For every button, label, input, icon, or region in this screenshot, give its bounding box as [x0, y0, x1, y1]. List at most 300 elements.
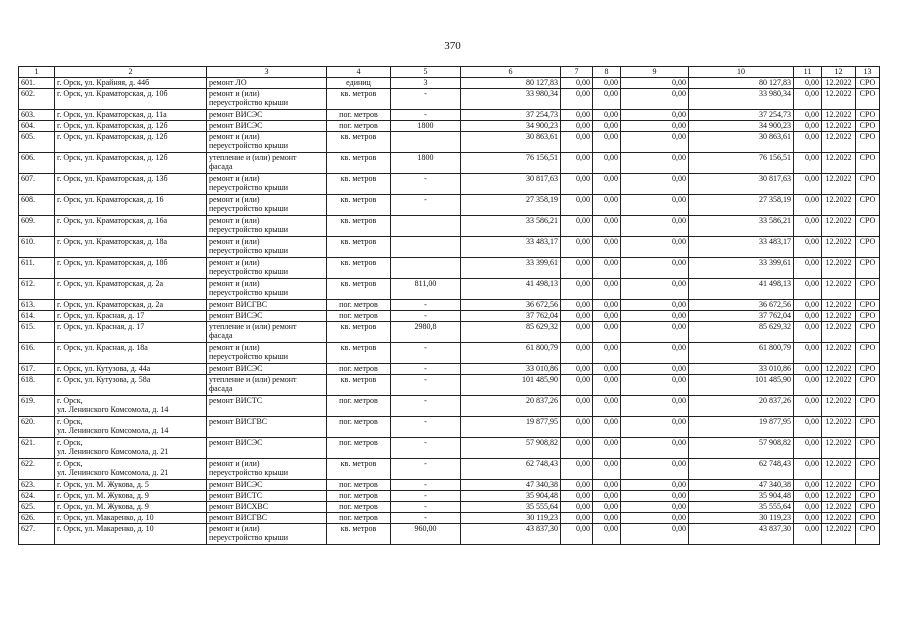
table-row	[19, 237, 880, 258]
zero-cell-11: 0,00	[794, 78, 822, 89]
work-type-cell-line: фасада	[209, 384, 233, 393]
cost-cell: 30 863,61	[461, 132, 561, 153]
address-cell	[55, 438, 207, 459]
zero-cell-9: 0,00	[621, 89, 689, 110]
row-number: 623.	[19, 480, 55, 491]
source-cell: СРО	[856, 438, 880, 459]
deadline-cell: 12.2022	[822, 153, 856, 174]
address-cell-line: ул. Ленинского Комсомола, д. 21	[57, 468, 169, 477]
address-cell-line: г. Орск, ул. Краматорская, д. 2а	[57, 279, 164, 288]
address-cell-line: г. Орск, ул. М. Жукова, д. 9	[57, 491, 149, 500]
zero-cell-9: 0,00	[621, 438, 689, 459]
volume-cell: -	[391, 438, 461, 459]
unit-cell: пог. метров	[327, 513, 391, 524]
unit-cell: пог. метров	[327, 438, 391, 459]
total-cell: 19 877,95	[689, 417, 794, 438]
unit-cell: кв. метров	[327, 195, 391, 216]
source-cell: СРО	[856, 89, 880, 110]
address-cell	[55, 502, 207, 513]
source-cell: СРО	[856, 237, 880, 258]
table-row	[19, 132, 880, 153]
address-cell	[55, 396, 207, 417]
work-type-cell-line: утепление и (или) ремонт	[209, 322, 297, 331]
volume-cell: -	[391, 300, 461, 311]
zero-cell-7: 0,00	[561, 417, 593, 438]
work-type-cell	[207, 174, 327, 195]
table-row	[19, 459, 880, 480]
column-header-1: 1	[19, 67, 55, 78]
zero-cell-8: 0,00	[593, 311, 621, 322]
work-type-cell-line: ремонт ВИСЭС	[209, 438, 263, 447]
address-cell	[55, 459, 207, 480]
zero-cell-9: 0,00	[621, 343, 689, 364]
source-cell: СРО	[856, 110, 880, 121]
work-type-cell	[207, 195, 327, 216]
work-type-cell-line: переустройство крыши	[209, 183, 289, 192]
work-type-cell-line: переустройство крыши	[209, 468, 289, 477]
zero-cell-11: 0,00	[794, 364, 822, 375]
unit-cell: пог. метров	[327, 121, 391, 132]
volume-cell: 1800	[391, 153, 461, 174]
zero-cell-11: 0,00	[794, 300, 822, 311]
zero-cell-11: 0,00	[794, 279, 822, 300]
unit-cell: кв. метров	[327, 279, 391, 300]
address-cell-line: г. Орск, ул. М. Жукова, д. 5	[57, 480, 149, 489]
column-header-8: 8	[593, 67, 621, 78]
row-number: 610.	[19, 237, 55, 258]
zero-cell-9: 0,00	[621, 480, 689, 491]
column-header-13: 13	[856, 67, 880, 78]
unit-cell: кв. метров	[327, 459, 391, 480]
cost-cell: 62 748,43	[461, 459, 561, 480]
zero-cell-9: 0,00	[621, 78, 689, 89]
row-number: 603.	[19, 110, 55, 121]
address-cell	[55, 78, 207, 89]
total-cell: 37 254,73	[689, 110, 794, 121]
zero-cell-7: 0,00	[561, 300, 593, 311]
row-number: 627.	[19, 524, 55, 545]
zero-cell-11: 0,00	[794, 237, 822, 258]
table-row	[19, 110, 880, 121]
source-cell: СРО	[856, 513, 880, 524]
deadline-cell: 12.2022	[822, 459, 856, 480]
row-number: 602.	[19, 89, 55, 110]
zero-cell-7: 0,00	[561, 311, 593, 322]
volume-cell: -	[391, 195, 461, 216]
zero-cell-11: 0,00	[794, 524, 822, 545]
zero-cell-9: 0,00	[621, 195, 689, 216]
address-cell-line: г. Орск,	[57, 396, 83, 405]
zero-cell-8: 0,00	[593, 121, 621, 132]
cost-cell: 35 904,48	[461, 491, 561, 502]
work-type-cell-line: переустройство крыши	[209, 267, 289, 276]
work-type-cell	[207, 78, 327, 89]
cost-cell: 101 485,90	[461, 375, 561, 396]
zero-cell-8: 0,00	[593, 279, 621, 300]
address-cell	[55, 153, 207, 174]
zero-cell-7: 0,00	[561, 459, 593, 480]
zero-cell-9: 0,00	[621, 121, 689, 132]
address-cell-line: г. Орск, ул. Краматорская, д. 18б	[57, 258, 168, 267]
table-row	[19, 89, 880, 110]
address-cell-line: г. Орск,	[57, 417, 83, 426]
cost-cell: 33 586,21	[461, 216, 561, 237]
work-type-cell-line: переустройство крыши	[209, 141, 289, 150]
unit-cell: кв. метров	[327, 216, 391, 237]
cost-cell: 41 498,13	[461, 279, 561, 300]
address-cell-line: г. Орск, ул. Красная, д. 17	[57, 322, 145, 331]
deadline-cell: 12.2022	[822, 195, 856, 216]
zero-cell-9: 0,00	[621, 396, 689, 417]
work-type-cell	[207, 438, 327, 459]
address-cell-line: г. Орск, ул. Макаренко, д. 10	[57, 524, 154, 533]
unit-cell: пог. метров	[327, 396, 391, 417]
unit-cell: кв. метров	[327, 375, 391, 396]
row-number: 616.	[19, 343, 55, 364]
work-type-cell-line: ремонт ВИСГВС	[209, 513, 268, 522]
deadline-cell: 12.2022	[822, 121, 856, 132]
volume-cell: -	[391, 174, 461, 195]
total-cell: 41 498,13	[689, 279, 794, 300]
work-type-cell	[207, 237, 327, 258]
address-cell-line: г. Орск, ул. Красная, д. 17	[57, 311, 145, 320]
deadline-cell: 12.2022	[822, 132, 856, 153]
zero-cell-8: 0,00	[593, 89, 621, 110]
total-cell: 33 399,61	[689, 258, 794, 279]
table-row	[19, 279, 880, 300]
source-cell: СРО	[856, 132, 880, 153]
zero-cell-11: 0,00	[794, 121, 822, 132]
deadline-cell: 12.2022	[822, 322, 856, 343]
zero-cell-11: 0,00	[794, 343, 822, 364]
zero-cell-7: 0,00	[561, 258, 593, 279]
zero-cell-7: 0,00	[561, 322, 593, 343]
deadline-cell: 12.2022	[822, 89, 856, 110]
total-cell: 30 119,23	[689, 513, 794, 524]
work-type-cell-line: ремонт ВИСЭС	[209, 311, 263, 320]
unit-cell: кв. метров	[327, 89, 391, 110]
row-number: 606.	[19, 153, 55, 174]
zero-cell-8: 0,00	[593, 300, 621, 311]
deadline-cell: 12.2022	[822, 375, 856, 396]
address-cell	[55, 311, 207, 322]
work-type-cell	[207, 502, 327, 513]
row-number: 611.	[19, 258, 55, 279]
column-header-12: 12	[822, 67, 856, 78]
address-cell-line: ул. Ленинского Комсомола, д. 14	[57, 426, 169, 435]
total-cell: 35 904,48	[689, 491, 794, 502]
address-cell	[55, 322, 207, 343]
zero-cell-8: 0,00	[593, 524, 621, 545]
zero-cell-7: 0,00	[561, 343, 593, 364]
total-cell: 33 483,17	[689, 237, 794, 258]
cost-cell: 33 399,61	[461, 258, 561, 279]
row-number: 620.	[19, 417, 55, 438]
work-type-cell-line: переустройство крыши	[209, 288, 289, 297]
work-type-cell-line: ремонт ЛО	[209, 78, 247, 87]
deadline-cell: 12.2022	[822, 417, 856, 438]
volume-cell: -	[391, 417, 461, 438]
zero-cell-11: 0,00	[794, 216, 822, 237]
zero-cell-8: 0,00	[593, 438, 621, 459]
total-cell: 85 629,32	[689, 322, 794, 343]
zero-cell-11: 0,00	[794, 459, 822, 480]
address-cell	[55, 258, 207, 279]
table-row	[19, 513, 880, 524]
zero-cell-9: 0,00	[621, 300, 689, 311]
zero-cell-11: 0,00	[794, 322, 822, 343]
column-header-6: 6	[461, 67, 561, 78]
table-row	[19, 491, 880, 502]
source-cell: СРО	[856, 480, 880, 491]
zero-cell-9: 0,00	[621, 258, 689, 279]
cost-cell: 20 837,26	[461, 396, 561, 417]
zero-cell-7: 0,00	[561, 502, 593, 513]
zero-cell-8: 0,00	[593, 491, 621, 502]
source-cell: СРО	[856, 311, 880, 322]
zero-cell-11: 0,00	[794, 396, 822, 417]
cost-cell: 19 877,95	[461, 417, 561, 438]
address-cell	[55, 216, 207, 237]
repair-schedule-table	[18, 66, 880, 545]
column-header-3: 3	[207, 67, 327, 78]
volume-cell: -	[391, 480, 461, 491]
table-row	[19, 480, 880, 491]
zero-cell-9: 0,00	[621, 513, 689, 524]
table-row	[19, 417, 880, 438]
work-type-cell-line: ремонт и (или)	[209, 195, 260, 204]
row-number: 604.	[19, 121, 55, 132]
row-number: 624.	[19, 491, 55, 502]
source-cell: СРО	[856, 343, 880, 364]
work-type-cell-line: ремонт и (или)	[209, 132, 260, 141]
cost-cell: 85 629,32	[461, 322, 561, 343]
source-cell: СРО	[856, 121, 880, 132]
cost-cell: 30 817,63	[461, 174, 561, 195]
work-type-cell	[207, 343, 327, 364]
zero-cell-9: 0,00	[621, 311, 689, 322]
work-type-cell	[207, 491, 327, 502]
total-cell: 57 908,82	[689, 438, 794, 459]
work-type-cell	[207, 153, 327, 174]
source-cell: СРО	[856, 417, 880, 438]
address-cell-line: г. Орск, ул. Краматорская, д. 2а	[57, 300, 164, 309]
work-type-cell-line: ремонт и (или)	[209, 174, 260, 183]
cost-cell: 33 483,17	[461, 237, 561, 258]
zero-cell-7: 0,00	[561, 195, 593, 216]
work-type-cell-line: ремонт ВИСТС	[209, 491, 263, 500]
address-cell	[55, 89, 207, 110]
deadline-cell: 12.2022	[822, 258, 856, 279]
column-header-7: 7	[561, 67, 593, 78]
zero-cell-7: 0,00	[561, 513, 593, 524]
cost-cell: 76 156,51	[461, 153, 561, 174]
volume-cell: -	[391, 89, 461, 110]
zero-cell-11: 0,00	[794, 110, 822, 121]
work-type-cell-line: ремонт и (или)	[209, 524, 260, 533]
address-cell	[55, 417, 207, 438]
zero-cell-8: 0,00	[593, 364, 621, 375]
work-type-cell	[207, 216, 327, 237]
column-header-5: 5	[391, 67, 461, 78]
deadline-cell: 12.2022	[822, 300, 856, 311]
address-cell	[55, 364, 207, 375]
deadline-cell: 12.2022	[822, 438, 856, 459]
zero-cell-8: 0,00	[593, 174, 621, 195]
work-type-cell-line: ремонт и (или)	[209, 258, 260, 267]
work-type-cell-line: фасада	[209, 331, 233, 340]
row-number: 617.	[19, 364, 55, 375]
source-cell: СРО	[856, 491, 880, 502]
zero-cell-8: 0,00	[593, 78, 621, 89]
deadline-cell: 12.2022	[822, 237, 856, 258]
address-cell-line: г. Орск,	[57, 438, 83, 447]
zero-cell-9: 0,00	[621, 459, 689, 480]
address-cell	[55, 524, 207, 545]
deadline-cell: 12.2022	[822, 343, 856, 364]
address-cell-line: г. Орск, ул. М. Жукова, д. 9	[57, 502, 149, 511]
zero-cell-11: 0,00	[794, 513, 822, 524]
cost-cell: 30 119,23	[461, 513, 561, 524]
table-row	[19, 322, 880, 343]
zero-cell-8: 0,00	[593, 195, 621, 216]
table-row	[19, 343, 880, 364]
zero-cell-8: 0,00	[593, 216, 621, 237]
row-number: 605.	[19, 132, 55, 153]
zero-cell-9: 0,00	[621, 153, 689, 174]
zero-cell-11: 0,00	[794, 132, 822, 153]
address-cell	[55, 343, 207, 364]
deadline-cell: 12.2022	[822, 491, 856, 502]
address-cell-line: г. Орск, ул. Краматорская, д. 10б	[57, 89, 168, 98]
zero-cell-7: 0,00	[561, 396, 593, 417]
zero-cell-8: 0,00	[593, 417, 621, 438]
work-type-cell	[207, 524, 327, 545]
work-type-cell	[207, 132, 327, 153]
address-cell-line: г. Орск, ул. Макаренко, д. 10	[57, 513, 154, 522]
work-type-cell	[207, 300, 327, 311]
address-cell-line: г. Орск, ул. Краматорская, д. 12б	[57, 132, 168, 141]
table-row	[19, 78, 880, 89]
work-type-cell-line: ремонт ВИСЭС	[209, 110, 263, 119]
work-type-cell-line: ремонт и (или)	[209, 459, 260, 468]
address-cell	[55, 195, 207, 216]
address-cell-line: ул. Ленинского Комсомола, д. 14	[57, 405, 169, 414]
unit-cell: пог. метров	[327, 417, 391, 438]
address-cell-line: г. Орск, ул. Краматорская, д. 13б	[57, 174, 168, 183]
unit-cell: кв. метров	[327, 258, 391, 279]
zero-cell-9: 0,00	[621, 364, 689, 375]
row-number: 621.	[19, 438, 55, 459]
zero-cell-11: 0,00	[794, 174, 822, 195]
cost-cell: 27 358,19	[461, 195, 561, 216]
deadline-cell: 12.2022	[822, 396, 856, 417]
work-type-cell	[207, 89, 327, 110]
zero-cell-11: 0,00	[794, 89, 822, 110]
zero-cell-7: 0,00	[561, 216, 593, 237]
address-cell-line: г. Орск, ул. Краматорская, д. 16а	[57, 216, 168, 225]
source-cell: СРО	[856, 195, 880, 216]
table-row	[19, 502, 880, 513]
deadline-cell: 12.2022	[822, 364, 856, 375]
work-type-cell-line: переустройство крыши	[209, 98, 289, 107]
row-number: 609.	[19, 216, 55, 237]
zero-cell-8: 0,00	[593, 459, 621, 480]
zero-cell-8: 0,00	[593, 480, 621, 491]
total-cell: 34 900,23	[689, 121, 794, 132]
row-number: 615.	[19, 322, 55, 343]
zero-cell-11: 0,00	[794, 491, 822, 502]
address-cell-line: г. Орск,	[57, 459, 83, 468]
zero-cell-7: 0,00	[561, 132, 593, 153]
table-row	[19, 311, 880, 322]
zero-cell-8: 0,00	[593, 322, 621, 343]
table-row	[19, 524, 880, 545]
work-type-cell-line: ремонт ВИСТС	[209, 396, 263, 405]
zero-cell-7: 0,00	[561, 480, 593, 491]
address-cell	[55, 375, 207, 396]
zero-cell-7: 0,00	[561, 121, 593, 132]
address-cell-line: г. Орск, ул. Краматорская, д. 11а	[57, 110, 167, 119]
total-cell: 30 817,63	[689, 174, 794, 195]
zero-cell-11: 0,00	[794, 153, 822, 174]
source-cell: СРО	[856, 300, 880, 311]
source-cell: СРО	[856, 174, 880, 195]
row-number: 625.	[19, 502, 55, 513]
source-cell: СРО	[856, 459, 880, 480]
unit-cell: кв. метров	[327, 343, 391, 364]
deadline-cell: 12.2022	[822, 311, 856, 322]
cost-cell: 37 254,73	[461, 110, 561, 121]
address-cell	[55, 132, 207, 153]
zero-cell-8: 0,00	[593, 343, 621, 364]
work-type-cell-line: переустройство крыши	[209, 533, 289, 542]
deadline-cell: 12.2022	[822, 216, 856, 237]
zero-cell-11: 0,00	[794, 438, 822, 459]
total-cell: 36 672,56	[689, 300, 794, 311]
column-header-4: 4	[327, 67, 391, 78]
volume-cell: 960,00	[391, 524, 461, 545]
work-type-cell-line: ремонт и (или)	[209, 216, 260, 225]
unit-cell: пог. метров	[327, 311, 391, 322]
work-type-cell-line: переустройство крыши	[209, 352, 289, 361]
table-row	[19, 216, 880, 237]
source-cell: СРО	[856, 216, 880, 237]
zero-cell-8: 0,00	[593, 502, 621, 513]
address-cell	[55, 513, 207, 524]
table-row	[19, 438, 880, 459]
work-type-cell	[207, 417, 327, 438]
zero-cell-9: 0,00	[621, 174, 689, 195]
address-cell	[55, 480, 207, 491]
zero-cell-9: 0,00	[621, 502, 689, 513]
zero-cell-9: 0,00	[621, 132, 689, 153]
cost-cell: 33 980,34	[461, 89, 561, 110]
unit-cell: пог. метров	[327, 491, 391, 502]
volume-cell: -	[391, 396, 461, 417]
zero-cell-7: 0,00	[561, 174, 593, 195]
work-type-cell-line: ремонт ВИСЭС	[209, 121, 263, 130]
deadline-cell: 12.2022	[822, 110, 856, 121]
zero-cell-11: 0,00	[794, 375, 822, 396]
address-cell-line: г. Орск, ул. Краматорская, д. 16	[57, 195, 164, 204]
total-cell: 62 748,43	[689, 459, 794, 480]
total-cell: 80 127,83	[689, 78, 794, 89]
page-number: 370	[444, 40, 461, 52]
row-number: 613.	[19, 300, 55, 311]
row-number: 601.	[19, 78, 55, 89]
address-cell-line: г. Орск, ул. Красная, д. 18а	[57, 343, 148, 352]
